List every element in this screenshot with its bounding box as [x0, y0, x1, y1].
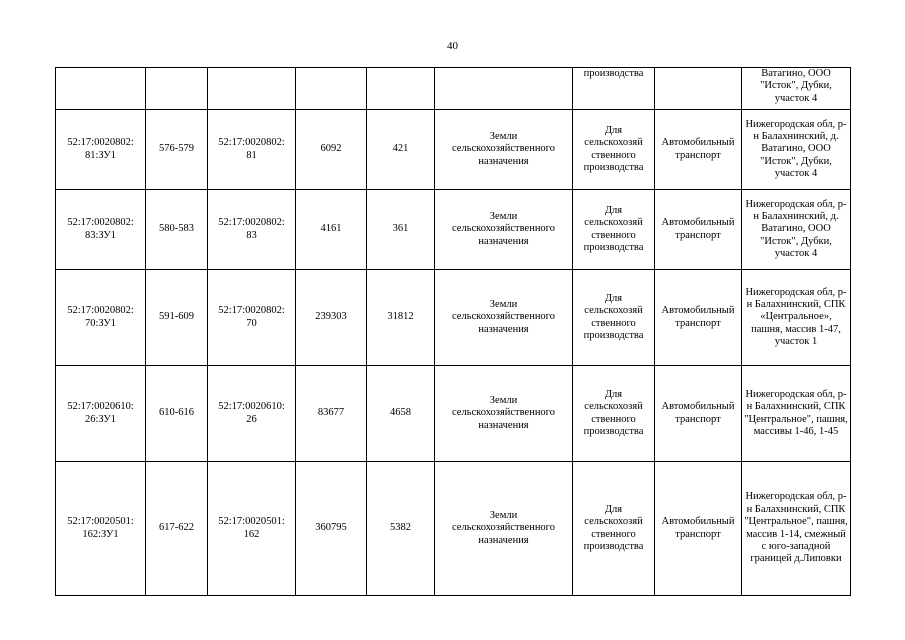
cell-area-total: 4161 — [296, 190, 367, 270]
cell-points: 580-583 — [146, 190, 208, 270]
table-row-continuation — [56, 68, 851, 110]
cell-category — [435, 68, 573, 110]
cell-parent-cadastral: 52:17:0020802: 81 — [208, 110, 296, 190]
cell-category: Земли сельскохозяйственного назначения — [435, 270, 573, 366]
cell-area-part: 361 — [367, 190, 435, 270]
cell-category: Земли сельскохозяйственного назначения — [435, 366, 573, 462]
cell-area-total: 239303 — [296, 270, 367, 366]
cell-purpose: Для сельскохозяй ственного производства — [573, 366, 655, 462]
cell-location: Нижегородская обл, р-н Балахнинский, д. Ватагино, ООО "Исток", Дубки, участок 4 — [742, 190, 851, 270]
cell-area-part — [367, 68, 435, 110]
cell-category: Земли сельскохозяйственного назначения — [435, 190, 573, 270]
cell-points: 576-579 — [146, 110, 208, 190]
cell-new-cadastral: 52:17:0020802: 83:ЗУ1 — [56, 190, 146, 270]
cell-area-part: 31812 — [367, 270, 435, 366]
table-row — [56, 462, 851, 596]
cell-location: Нижегородская обл, р-н Балахнинский, д. Ватагино, ООО "Исток", Дубки, участок 4 — [742, 110, 851, 190]
cell-category: Земли сельскохозяйственного назначения — [435, 110, 573, 190]
cell-new-cadastral: 52:17:0020802: 70:ЗУ1 — [56, 270, 146, 366]
table-row — [56, 110, 851, 190]
cell-location: Нижегородская обл, р-н Балахнинский, СПК "Центральное", пашня, массив 1-14, смежный с юго-западной границей д.Липовки — [742, 462, 851, 596]
cell-area-total: 6092 — [296, 110, 367, 190]
cell-use: Автомобильный транспорт — [655, 190, 742, 270]
cell-parent-cadastral — [208, 68, 296, 110]
cell-area-part: 4658 — [367, 366, 435, 462]
cell-parent-cadastral: 52:17:0020501: 162 — [208, 462, 296, 596]
page-number: 40 — [447, 40, 458, 52]
cell-points: 591-609 — [146, 270, 208, 366]
cell-purpose: производства — [573, 68, 655, 110]
cell-location: Нижегородская обл, р-н Балахнинский, СПК «Центральное», пашня, массив 1-47, участок 1 — [742, 270, 851, 366]
cell-points: 617-622 — [146, 462, 208, 596]
cell-purpose: Для сельскохозяй ственного производства — [573, 110, 655, 190]
cell-new-cadastral: 52:17:0020802: 81:ЗУ1 — [56, 110, 146, 190]
cell-parent-cadastral: 52:17:0020802: 70 — [208, 270, 296, 366]
cell-use: Автомобильный транспорт — [655, 270, 742, 366]
cell-area-total: 360795 — [296, 462, 367, 596]
cell-use: Автомобильный транспорт — [655, 366, 742, 462]
cell-use: Автомобильный транспорт — [655, 110, 742, 190]
table-row — [56, 270, 851, 366]
cell-purpose: Для сельскохозяй ственного производства — [573, 270, 655, 366]
cell-location: Нижегородская обл, р-н Балахнинский, СПК "Центральное", пашня, массивы 1-46, 1-45 — [742, 366, 851, 462]
cell-points: 610-616 — [146, 366, 208, 462]
cell-purpose: Для сельскохозяй ственного производства — [573, 190, 655, 270]
cell-area-part: 5382 — [367, 462, 435, 596]
cell-new-cadastral — [56, 68, 146, 110]
cell-category: Земли сельскохозяйственного назначения — [435, 462, 573, 596]
cell-points — [146, 68, 208, 110]
cell-use: Автомобильный транспорт — [655, 462, 742, 596]
cell-parent-cadastral: 52:17:0020610: 26 — [208, 366, 296, 462]
cell-purpose: Для сельскохозяй ственного производства — [573, 462, 655, 596]
table-row — [56, 190, 851, 270]
cell-new-cadastral: 52:17:0020501: 162:ЗУ1 — [56, 462, 146, 596]
land-plot-table — [55, 67, 851, 596]
cell-area-total: 83677 — [296, 366, 367, 462]
cell-parent-cadastral: 52:17:0020802: 83 — [208, 190, 296, 270]
cell-new-cadastral: 52:17:0020610: 26:ЗУ1 — [56, 366, 146, 462]
cell-use — [655, 68, 742, 110]
table-row — [56, 366, 851, 462]
cell-area-part: 421 — [367, 110, 435, 190]
cell-area-total — [296, 68, 367, 110]
cell-location: Ватагино, ООО "Исток", Дубки, участок 4 — [742, 68, 851, 110]
